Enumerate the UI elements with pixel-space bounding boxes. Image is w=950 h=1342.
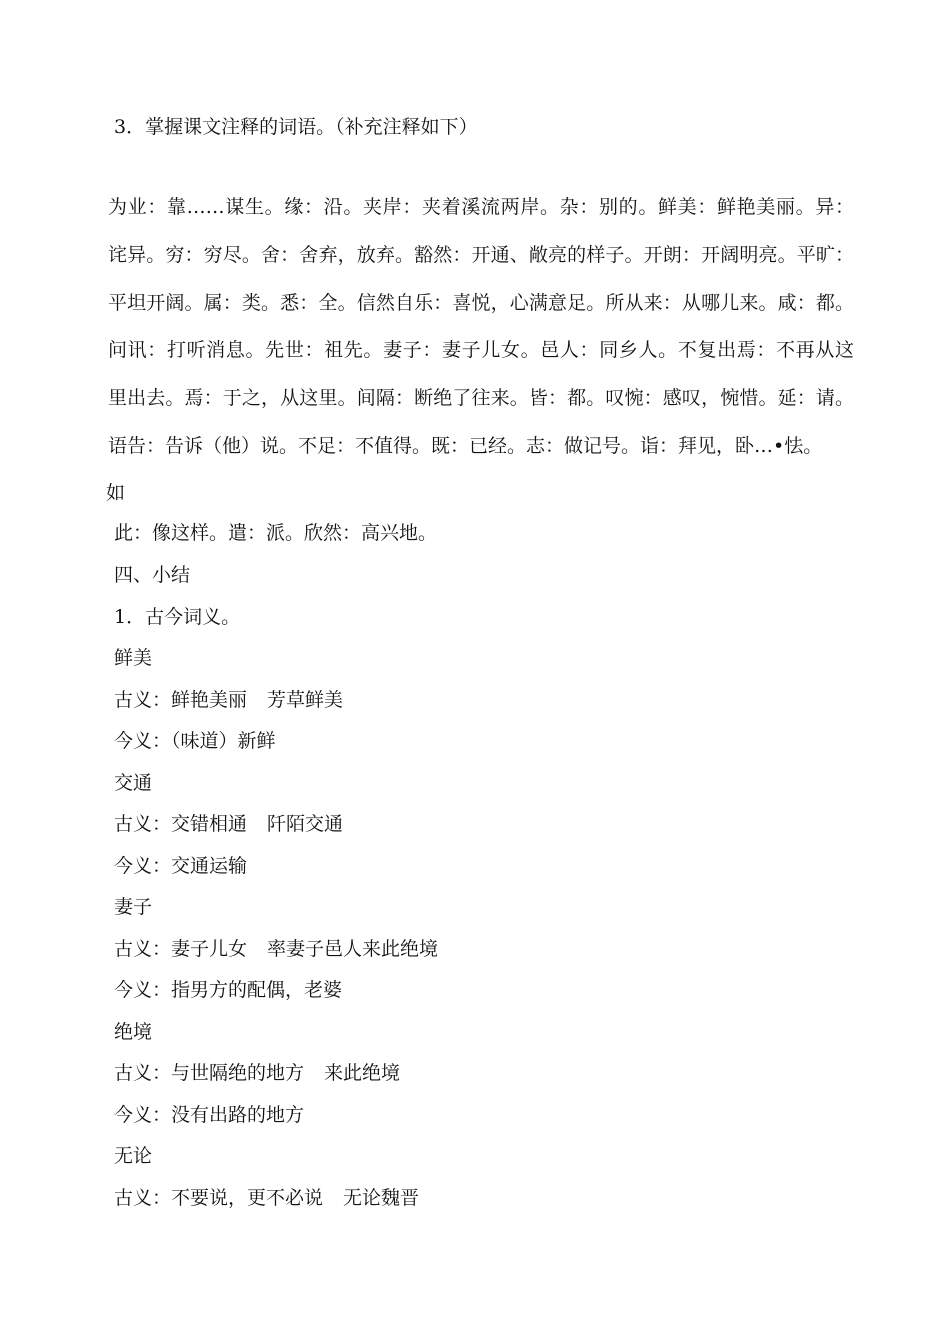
modern-meaning-line [114,854,247,878]
modern-label: 今义： [114,730,172,752]
ancient-meaning-line [114,812,343,836]
ancient-meaning: 不要说，更不必说 [171,1187,324,1209]
notes-line-5: 里出去。焉：于之，从这里。间隔：断绝了往来。皆：都。叹惋：感叹，惋惜。延：请。 [108,387,854,409]
modern-meaning: 指男方的配偶，老婆 [171,979,343,1001]
notes-line-2: 诧异。穷：穷尽。舍：舍弃，放弃。豁然：开通、敞亮的样子。开朗：开阔明亮。平旷： [108,244,854,266]
ancient-meaning: 鲜艳美丽 [171,689,248,711]
ancient-label: 古义： [114,689,172,711]
example-phrase: 阡陌交通 [267,813,344,835]
ancient-meaning-line [114,937,438,961]
example-phrase: 来此绝境 [324,1062,401,1084]
modern-meaning: 没有出路的地方 [171,1104,305,1126]
notes-line-4: 问讯：打听消息。先世：祖先。妻子：妻子儿女。邑人：同乡人。不复出焉：不再从这 [108,339,854,361]
word-term: 鲜美 [114,647,153,669]
example-phrase: 芳草鲜美 [267,689,344,711]
modern-meaning-line [114,729,276,753]
ancient-meaning: 交错相通 [171,813,248,835]
notes-tail-1: 如 [106,482,126,504]
modern-meaning: （味道）新鲜 [171,730,276,752]
ancient-meaning-line [114,1061,400,1085]
modern-label: 今义： [114,1104,172,1126]
ancient-label: 古义： [114,813,172,835]
notes-line-1: 为业：靠……谋生。缘：沿。夹岸：夹着溪流两岸。杂：别的。鲜美：鲜艳美丽。异： [108,196,854,218]
notes-tail-2: 此：像这样。遣：派。欣然：高兴地。 [114,522,438,544]
modern-label: 今义： [114,855,172,877]
section-title-summary: 四、小结 [114,564,191,586]
ancient-meaning: 妻子儿女 [171,938,248,960]
modern-meaning-line [114,978,342,1002]
word-term: 交通 [114,772,153,794]
example-phrase: 率妻子邑人来此绝境 [267,938,439,960]
word-term: 妻子 [114,896,153,918]
ancient-meaning: 与世隔绝的地方 [171,1062,305,1084]
modern-label: 今义： [114,979,172,1001]
ancient-label: 古义： [114,1062,172,1084]
notes-line-3: 平坦开阔。属：类。悉：全。信然自乐：喜悦，心满意足。所从来：从哪儿来。咸：都。 [108,292,854,314]
ancient-label: 古义： [114,938,172,960]
word-term: 无论 [114,1145,153,1167]
ancient-meaning-line [114,1186,419,1210]
modern-meaning-line [114,1103,304,1127]
ancient-meaning-line [114,688,343,712]
example-phrase: 无论魏晋 [343,1187,420,1209]
modern-meaning: 交通运输 [171,855,248,877]
ancient-label: 古义： [114,1187,172,1209]
subsection-title-word-meanings: 1．古今词义。 [114,606,241,628]
heading-supplementary-notes: 3．掌握课文注释的词语。（补充注释如下） [114,116,478,138]
word-term: 绝境 [114,1021,153,1043]
notes-line-6: 语告：告诉（他）说。不足：不值得。既：已经。志：做记号。诣：拜见，卧…•怯。 [108,435,823,457]
